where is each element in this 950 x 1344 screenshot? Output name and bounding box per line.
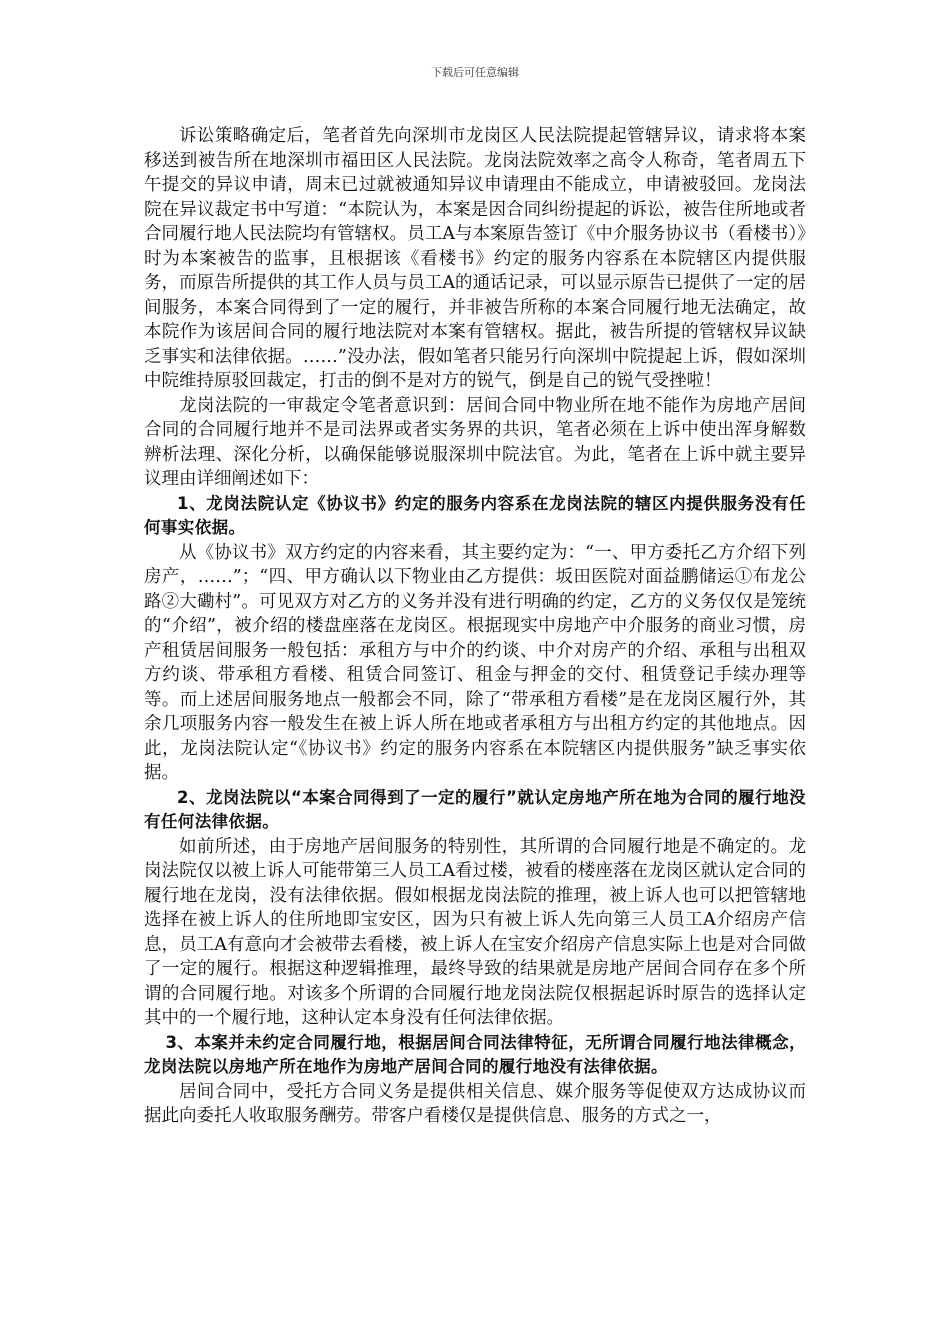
section-heading: 3、本案并未约定合同履行地，根据居间合同法律特征，无所谓合同履行地法律概念，龙岗法院以房地产所在地作为房地产居间合同的履行地没有法律依据。 xyxy=(144,1032,806,1076)
document-body xyxy=(144,124,806,1129)
paragraph: 居间合同中，受托方合同义务是提供相关信息、媒介服务等促使双方达成协议而据此向委托人收取服务酬劳。带客户看楼仅是提供信息、服务的方式之一， xyxy=(144,1081,806,1126)
section-heading: 1、龙岗法院认定《协议书》约定的服务内容系在龙岗法院的辖区内提供服务没有任何事实依据。 xyxy=(144,493,806,537)
paragraph: 从《协议书》双方约定的内容来看，其主要约定为：“一、甲方委托乙方介绍下列房产，……”；“四、甲方确认以下物业由乙方提供：坂田医院对面益鹏储运①布龙公路②大磡村”。可见双方对乙方的义务并没有进行明确的约定，乙方的义务仅仅是笼统的“介绍”，被介绍的楼盘座落在龙岗区。根据现实中房地产中介服务的商业习惯，房产租赁居间服务一般包括：承租方与中介的约谈、中介对房产的介绍、承租与出租双方约谈、带承租方看楼、租赁合同签订、租金与押金的交付、租赁登记手续办理等等。而上述居间服务地点一般都会不同，除了“带承租方看楼”是在龙岗区履行外，其余几项服务内容一般发生在被上诉人所在地或者承租方与出租方约定的其他地点。因此，龙岗法院认定“《协议书》约定的服务内容系在本院辖区内提供服务”缺乏事实依据。 xyxy=(144,542,806,783)
page-header-note: 下载后可任意编辑 xyxy=(431,66,519,79)
paragraph: 如前所述，由于房地产居间服务的特别性，其所谓的合同履行地是不确定的。龙岗法院仅以被上诉人可能带第三人员工A看过楼，被看的楼座落在龙岗区就认定合同的履行地在龙岗，没有法律依据。假如根据龙岗法院的推理，被上诉人也可以把管辖地选择在被上诉人的住所地即宝安区，因为只有被上诉人先向第三人员工A介绍房产信息，员工A有意向才会被带去看楼，被上诉人在宝安介绍房产信息实际上也是对合同做了一定的履行。根据这种逻辑推理，最终导致的结果就是房地产居间合同存在多个所谓的合同履行地。对该多个所谓的合同履行地龙岗法院仅根据起诉时原告的选择认定其中的一个履行地，这种认定本身没有任何法律依据。 xyxy=(144,836,806,1028)
paragraph: 龙岗法院的一审裁定令笔者意识到：居间合同中物业所在地不能作为房地产居间合同的合同履行地并不是司法界或者实务界的共识，笔者必须在上诉中使出浑身解数辨析法理、深化分析，以确保能够说服深圳中院法官。为此，笔者在上诉中就主要异议理由详细阐述如下： xyxy=(144,395,806,489)
paragraph: 诉讼策略确定后，笔者首先向深圳市龙岗区人民法院提起管辖异议，请求将本案移送到被告所在地深圳市福田区人民法院。龙岗法院效率之高令人称奇，笔者周五下午提交的异议申请，周末已过就被通知异议申请理由不能成立，申请被驳回。龙岗法院在异议裁定书中写道：“本院认为，本案是因合同纠纷提起的诉讼，被告住所地或者合同履行地人民法院均有管辖权。员工A与本案原告签订《中介服务协议书（看楼书）》时为本案被告的监事，且根据该《看楼书》约定的服务内容系在本院辖区内提供服务，而原告所提供的其工作人员与员工A的通话记录，可以显示原告已提供了一定的居间服务，本案合同得到了一定的履行，并非被告所称的本案合同履行地无法确定，故本院作为该居间合同的履行地法院对本案有管辖权。据此，被告所提的管辖权异议缺乏事实和法律依据。……”没办法，假如笔者只能另行向深圳中院提起上诉，假如深圳中院维持原驳回裁定，打击的倒不是对方的锐气，倒是自己的锐气受挫啦！ xyxy=(144,126,806,391)
section-heading: 2、龙岗法院以“本案合同得到了一定的履行”就认定房地产所在地为合同的履行地没有任何法律依据。 xyxy=(144,787,806,831)
